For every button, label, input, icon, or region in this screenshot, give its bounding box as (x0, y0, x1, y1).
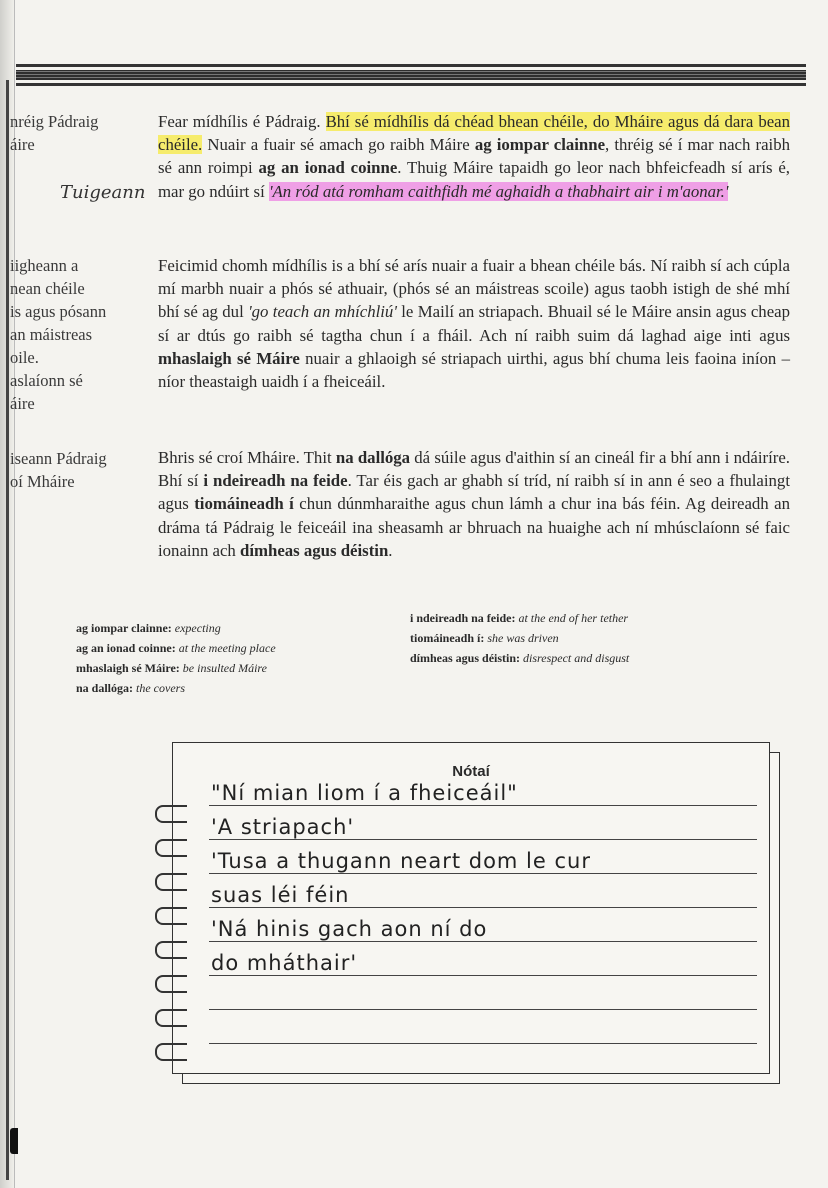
notebook-line (209, 1009, 757, 1010)
p1-a: Fear mídhílis é Pádraig. (158, 112, 321, 131)
binder-shadow (6, 80, 9, 1180)
header-rule-bottom (16, 83, 806, 86)
p3-term-3: tiomáineadh í (194, 494, 294, 514)
handwritten-note-3: 'Tusa a thugann neart dom le cur (211, 849, 591, 873)
p3-term-2: i ndeireadh na feide (203, 471, 348, 491)
p3-e: . Tar éis gach ar ghabh sí tríd, ní raibh sí in ann é seo a fhulaingt agus (158, 471, 790, 514)
p3-g: chun dúnmharaithe agus chun lámh a chur ina bás féin. Ag deireadh an dráma tá Pádraig le feiceáil ina sheasamh ar bhruach na huaighe ach ní mhúsclaíonn sé faic ionainn ach (158, 494, 790, 560)
notebook (172, 742, 770, 1074)
p2-e: nuair a ghlaoigh sé striapach uirthi, agus bhí chuma leis faoina iníon – níor theastaigh uaidh í a fheiceáil. (158, 348, 790, 392)
glossary-item: ag iompar clainne: expecting (76, 621, 221, 635)
glossary-item: i ndeireadh na feide: at the end of her tether (410, 611, 629, 625)
glossary-item: dímheas agus déistin: disrespect and disgust (410, 651, 630, 665)
spiral-ring-icon (155, 1009, 187, 1027)
glossary-item: na dallóga: the covers (76, 681, 185, 695)
glossary-right (410, 608, 629, 668)
p3-c: dá súile agus d'aithin sí an cineál fir a bhí ann i ndáiríre. Bhí sí (158, 448, 791, 491)
handwritten-note-2: 'A striapach' (211, 815, 355, 839)
p2-c: le Mailí an striapach. Bhuail sé le Máire ansin agus cheap sí ar dtús go raibh sé tagtha chun í a fháil. Ach ní raibh suim dá laghad aige inti agus (158, 302, 790, 345)
handwritten-note-1: "Ní mian liom í a fheiceáil" (211, 781, 518, 805)
side-summary-1: nréig Pádraig áire (10, 112, 99, 154)
p2-quote: 'go teach an mhíchliú' (248, 302, 397, 322)
p1-quote: 'An ród atá romham caithfidh mé aghaidh a thabhairt air i m'aonar.' (268, 181, 729, 201)
glossary-item: mhaslaigh sé Máire: be insulted Máire (76, 661, 267, 675)
p1-term-1: ag iompar clainne (474, 135, 606, 155)
handwritten-margin-note: Tuigeann (60, 182, 146, 203)
spiral-ring-icon (155, 941, 187, 959)
handwritten-note-6: do mháthair' (211, 951, 358, 975)
handwritten-note-4: suas léi féin (211, 883, 350, 907)
glossary-item: tiomáineadh í: she was driven (410, 631, 559, 645)
binder-tab (10, 1128, 18, 1154)
notebook-line (209, 805, 757, 806)
glossary-left (76, 618, 276, 698)
p1-term-2: ag an ionad coinne (258, 158, 398, 178)
notebook-title: Nótaí (452, 763, 490, 780)
paragraph-1 (158, 110, 790, 203)
p3-term-4: dímheas agus déistin (240, 540, 389, 560)
p1-g: . Thuig Máire tapaidh go leor nach bhfeicfeadh sí arís é, mar go ndúirt sí (158, 158, 790, 201)
paragraph-3 (158, 446, 790, 562)
p3-end: . (388, 540, 393, 560)
notebook-line (209, 1043, 757, 1044)
header-rule-band (16, 70, 806, 80)
p1-e: , thréig sé í mar nach raibh sé ann roimpi (158, 135, 790, 178)
notebook-line (209, 873, 757, 874)
spiral-ring-icon (155, 907, 187, 925)
spiral-ring-icon (155, 975, 187, 993)
spiral-ring-icon (155, 805, 187, 823)
notebook-line (209, 839, 757, 840)
notebook-line (209, 941, 757, 942)
p3-a: Bhris sé croí Mháire. Thit (158, 448, 336, 467)
p1-highlight: Bhí sé mídhílis dá chéad bhean chéile, do Mháire agus dá dara bean chéile. (158, 112, 791, 155)
p1-c: Nuair a fuair sé amach go raibh Máire (202, 135, 475, 155)
header-rule-top (16, 64, 806, 67)
p2-term: mhaslaigh sé Máire (158, 348, 300, 368)
spiral-ring-icon (155, 839, 187, 857)
side-summary-3: iseann Pádraig oí Mháire (10, 449, 107, 491)
spiral-ring-icon (155, 1043, 187, 1061)
p2-a: Feicimid chomh mídhílis is a bhí sé arís nuair a fuair a bhean chéile bás. Ní raibh sí ach cúpla mí marbh nuair a phós sé athuair, (phós sé an máistreas scoile) agus taobh istigh de shé mhí bhí sé ag dul (158, 256, 790, 322)
glossary-item: ag an ionad coinne: at the meeting place (76, 641, 276, 655)
p3-term-1: na dallóga (335, 448, 411, 467)
handwritten-note-5: 'Ná hinis gach aon ní do (211, 917, 488, 941)
notebook-line (209, 907, 757, 908)
side-summary-2: iigheann a nean chéile is agus pósann an máistreas oile. aslaíonn sé áire (10, 256, 107, 413)
paragraph-2 (158, 254, 790, 393)
notebook-line (209, 975, 757, 976)
spiral-ring-icon (155, 873, 187, 891)
